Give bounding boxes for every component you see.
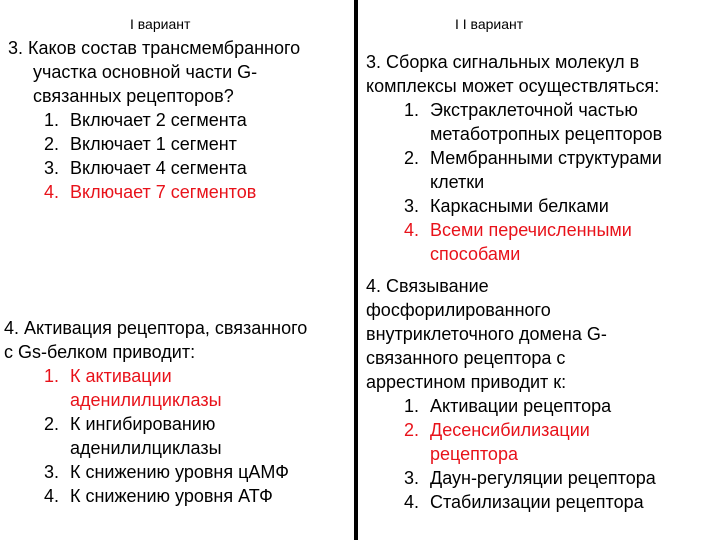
option-text: Включает 2 сегмента [70, 110, 247, 130]
option-text: Мембранными структурами [430, 148, 662, 168]
option-number: 2. [404, 148, 420, 168]
option-text: К активации [70, 366, 172, 386]
option-number: 3. [44, 158, 60, 178]
answer-option [4, 484, 307, 508]
option-number: 1. [44, 366, 60, 386]
option-text: К снижению уровня АТФ [70, 486, 273, 506]
answer-option-correct [366, 418, 656, 466]
answer-option [8, 156, 300, 180]
option-number: 3. [404, 196, 420, 216]
answer-option [366, 98, 662, 146]
answer-option-correct [4, 364, 307, 412]
option-text: способами [430, 244, 521, 264]
answer-option [366, 394, 656, 418]
option-number: 3. [404, 468, 420, 488]
answer-option [8, 108, 300, 132]
answer-list [366, 98, 662, 266]
variant2-heading: I I вариант [455, 16, 524, 32]
question-text-line: аррестином приводит к: [366, 372, 567, 392]
option-text: аденилилциклазы [70, 438, 222, 458]
v2-question-3 [366, 50, 662, 266]
option-number: 2. [44, 134, 60, 154]
answer-list [8, 108, 300, 204]
question-text-line: участка основной части G- [33, 62, 258, 82]
answer-option [4, 412, 307, 460]
option-number: 1. [404, 396, 420, 416]
option-number: 1. [44, 110, 60, 130]
option-text: рецептора [430, 444, 518, 464]
option-text: метаботропных рецепторов [430, 124, 663, 144]
option-number: 4. [404, 220, 420, 240]
v1-question-4 [4, 316, 307, 508]
answer-option [366, 146, 662, 194]
v2-question-4 [366, 274, 656, 514]
option-text: Даун-регуляции рецептора [430, 468, 656, 488]
option-text: аденилилциклазы [70, 390, 222, 410]
v1-question-3 [8, 36, 300, 204]
option-text: Каркасными белками [430, 196, 609, 216]
option-text: Экстраклеточной частью [430, 100, 638, 120]
option-number: 4. [404, 492, 420, 512]
option-text: Активации рецептора [430, 396, 612, 416]
answer-option [8, 132, 300, 156]
variant1-heading: I вариант [130, 16, 191, 32]
option-text: клетки [430, 172, 485, 192]
answer-option [366, 466, 656, 490]
question-text-line: фосфорилированного [366, 300, 551, 320]
answer-option-correct [8, 180, 300, 204]
option-text: Десенсибилизации [430, 420, 590, 440]
question-text-line: 3. Сборка сигнальных молекул в [366, 52, 640, 72]
option-text: К ингибированию [70, 414, 216, 434]
question-text-line: связанных рецепторов? [33, 86, 234, 106]
option-number: 2. [44, 414, 60, 434]
question-text-line: комплексы может осуществляться: [366, 76, 660, 96]
option-text: Стабилизации рецептора [430, 492, 644, 512]
option-number: 1. [404, 100, 420, 120]
question-text-line: 3. Каков состав трансмембранного [8, 38, 301, 58]
question-text-line: с Gs-белком приводит: [4, 342, 196, 362]
question-text-line: 4. Связывание [366, 276, 489, 296]
answer-list [366, 394, 656, 514]
answer-option-correct [366, 218, 662, 266]
question-text-line: 4. Активация рецептора, связанного [4, 318, 308, 338]
option-text: К снижению уровня цАМФ [70, 462, 289, 482]
column-divider [354, 0, 358, 540]
option-text: Включает 4 сегмента [70, 158, 247, 178]
question-text-line: связанного рецептора с [366, 348, 566, 368]
question-text-line: внутриклеточного домена G- [366, 324, 607, 344]
answer-option [366, 490, 656, 514]
option-number: 2. [404, 420, 420, 440]
answer-option [4, 460, 307, 484]
option-text: Всеми перечисленными [430, 220, 632, 240]
option-number: 4. [44, 182, 60, 202]
answer-option [366, 194, 662, 218]
option-number: 3. [44, 462, 60, 482]
option-text: Включает 7 сегментов [70, 182, 257, 202]
option-number: 4. [44, 486, 60, 506]
option-text: Включает 1 сегмент [70, 134, 237, 154]
answer-list [4, 364, 307, 508]
